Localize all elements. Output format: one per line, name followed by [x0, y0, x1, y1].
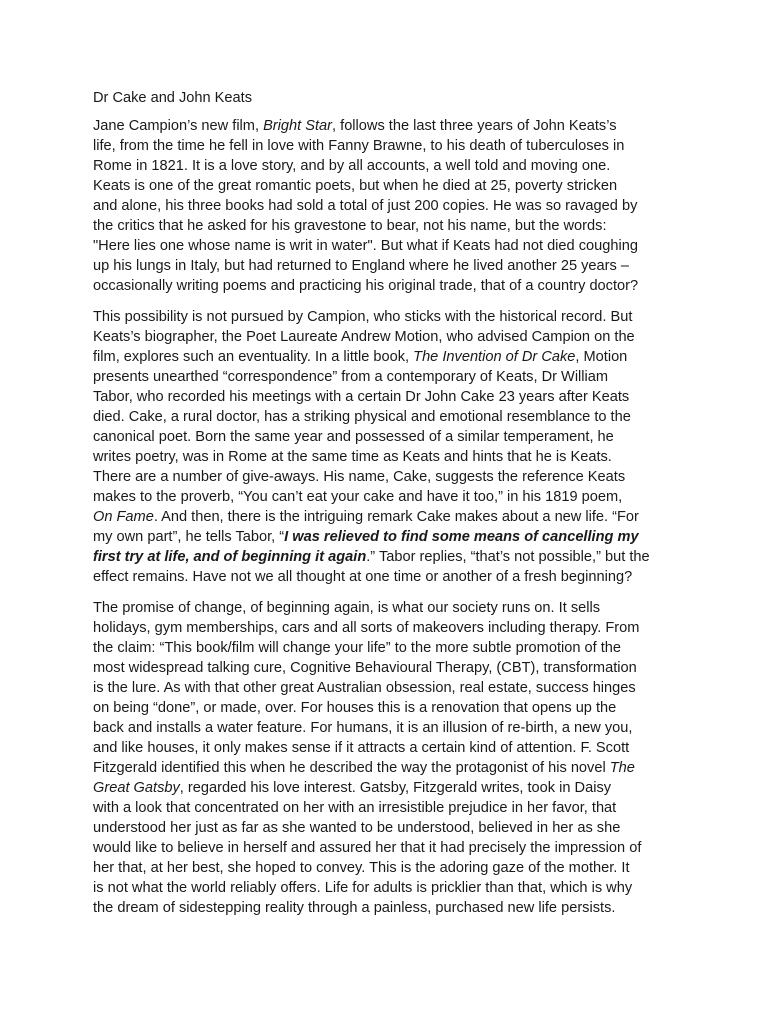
paragraph-1 — [93, 116, 685, 296]
text-line — [93, 156, 685, 176]
text-line — [93, 447, 685, 467]
text-run: is the lure. As with that other great Australian obsession, real estate, success hinges — [93, 680, 636, 696]
text-line — [93, 307, 685, 327]
text-run: "Here lies one whose name is writ in water". But what if Keats had not died coughing — [93, 238, 638, 254]
text-run: and alone, his three books had sold a total of just 200 copies. He was so ravaged by — [93, 198, 638, 214]
text-run: is not what the world reliably offers. Life for adults is pricklier than that, which is why — [93, 880, 633, 896]
text-line — [93, 507, 685, 527]
document-page — [93, 88, 685, 929]
text-run: Fitzgerald identified this when he described the way the protagonist of his novel — [93, 760, 610, 776]
text-line — [93, 256, 685, 276]
text-line — [93, 407, 685, 427]
text-run: Keats is one of the great romantic poets, but when he died at 25, poverty stricken — [93, 178, 618, 194]
emphasis-text: first try at life, and of beginning it again — [93, 549, 367, 565]
text-run: my own part”, he tells Tabor, “ — [93, 529, 285, 545]
text-line — [93, 367, 685, 387]
text-line — [93, 878, 685, 898]
text-run: with a look that concentrated on her with an irresistible prejudice in her favor, that — [93, 800, 617, 816]
text-line — [93, 738, 685, 758]
text-run: the dream of sidestepping reality through a painless, purchased new life persists. — [93, 900, 616, 916]
text-run: understood her just as far as she wanted to be understood, believed in her as she — [93, 820, 621, 836]
text-line — [93, 838, 685, 858]
text-line — [93, 487, 685, 507]
text-line — [93, 758, 685, 778]
text-run: Tabor, who recorded his meetings with a certain Dr John Cake 23 years after Keats — [93, 389, 630, 405]
emphasis-text: On Fame — [93, 509, 154, 525]
text-run: This possibility is not pursued by Campion, who sticks with the historical record. But — [93, 309, 633, 325]
text-run: Rome in 1821. It is a love story, and by all accounts, a well told and moving one. — [93, 158, 611, 174]
text-run: film, explores such an eventuality. In a little book, — [93, 349, 414, 365]
text-run: died. Cake, a rural doctor, has a striking physical and emotional resemblance to the — [93, 409, 631, 425]
text-run: , Motion — [575, 349, 628, 365]
text-run: .” Tabor replies, “that’s not possible,” but the — [366, 549, 650, 565]
text-run: her that, at her best, she hoped to convey. This is the adoring gaze of the mother. It — [93, 860, 630, 876]
text-run: the claim: “This book/film will change your life” to the more subtle promotion of the — [93, 640, 622, 656]
text-run: back and installs a water feature. For humans, it is an illusion of re-birth, a new you, — [93, 720, 633, 736]
text-run: makes to the proverb, “You can’t eat your cake and have it too,” in his 1819 poem, — [93, 489, 623, 505]
text-line — [93, 527, 685, 547]
text-line — [93, 136, 685, 156]
text-line — [93, 276, 685, 296]
text-line — [93, 858, 685, 878]
emphasis-text: Great Gatsby — [93, 780, 180, 796]
text-run: most widespread talking cure, Cognitive Behavioural Therapy, (CBT), transformation — [93, 660, 637, 676]
text-run: The promise of change, of beginning again, is what our society runs on. It sells — [93, 600, 601, 616]
text-line — [93, 678, 685, 698]
text-line — [93, 567, 685, 587]
text-run: , follows the last three years of John Keats’s — [332, 118, 617, 134]
text-run: effect remains. Have not we all thought at one time or another of a fresh beginning? — [93, 569, 633, 585]
text-line — [93, 347, 685, 367]
text-run: Jane Campion’s new film, — [93, 118, 264, 134]
text-run: life, from the time he fell in love with Fanny Brawne, to his death of tuberculoses in — [93, 138, 625, 154]
text-run: up his lungs in Italy, but had returned to England where he lived another 25 years – — [93, 258, 629, 274]
text-line — [93, 196, 685, 216]
text-line — [93, 618, 685, 638]
text-line — [93, 638, 685, 658]
text-line — [93, 176, 685, 196]
text-line — [93, 387, 685, 407]
text-run: canonical poet. Born the same year and possessed of a similar temperament, he — [93, 429, 614, 445]
paragraph-2 — [93, 307, 685, 587]
emphasis-text: Bright Star — [263, 118, 333, 134]
text-run: on being “done”, or made, over. For houses this is a renovation that opens up the — [93, 700, 617, 716]
text-run: There are a number of give-aways. His name, Cake, suggests the reference Keats — [93, 469, 626, 485]
text-line — [93, 798, 685, 818]
text-line — [93, 818, 685, 838]
text-line — [93, 327, 685, 347]
text-line — [93, 698, 685, 718]
text-line — [93, 427, 685, 447]
text-run: the critics that he asked for his gravestone to bear, not his name, but the words: — [93, 218, 607, 234]
text-run: and like houses, it only makes sense if it attracts a certain kind of attention. F. Scott — [93, 740, 630, 756]
document-body — [93, 116, 685, 918]
emphasis-text: The Invention of Dr Cake — [413, 349, 576, 365]
text-line — [93, 547, 685, 567]
text-line — [93, 216, 685, 236]
text-run: would like to believe in herself and assured her that it had precisely the impression of — [93, 840, 642, 856]
text-line — [93, 778, 685, 798]
text-line — [93, 598, 685, 618]
text-run: , regarded his love interest. Gatsby, Fitzgerald writes, took in Daisy — [179, 780, 612, 796]
text-run: holidays, gym memberships, cars and all sorts of makeovers including therapy. From — [93, 620, 640, 636]
text-line — [93, 116, 685, 136]
text-line — [93, 658, 685, 678]
text-line — [93, 898, 685, 918]
text-run: occasionally writing poems and practicing his original trade, that of a country doctor? — [93, 278, 639, 294]
text-run: presents unearthed “correspondence” from a contemporary of Keats, Dr William — [93, 369, 609, 385]
emphasis-text: The — [609, 760, 635, 776]
text-run: Keats’s biographer, the Poet Laureate Andrew Motion, who advised Campion on the — [93, 329, 635, 345]
text-line — [93, 467, 685, 487]
document-title: Dr Cake and John Keats — [93, 90, 252, 106]
paragraph-3 — [93, 598, 685, 918]
emphasis-text: I was relieved to find some means of cancelling my — [284, 529, 639, 545]
text-run: writes poetry, was in Rome at the same time as Keats and hints that he is Keats. — [93, 449, 612, 465]
text-run: . And then, there is the intriguing remark Cake makes about a new life. “For — [153, 509, 639, 525]
text-line — [93, 236, 685, 256]
text-line — [93, 718, 685, 738]
